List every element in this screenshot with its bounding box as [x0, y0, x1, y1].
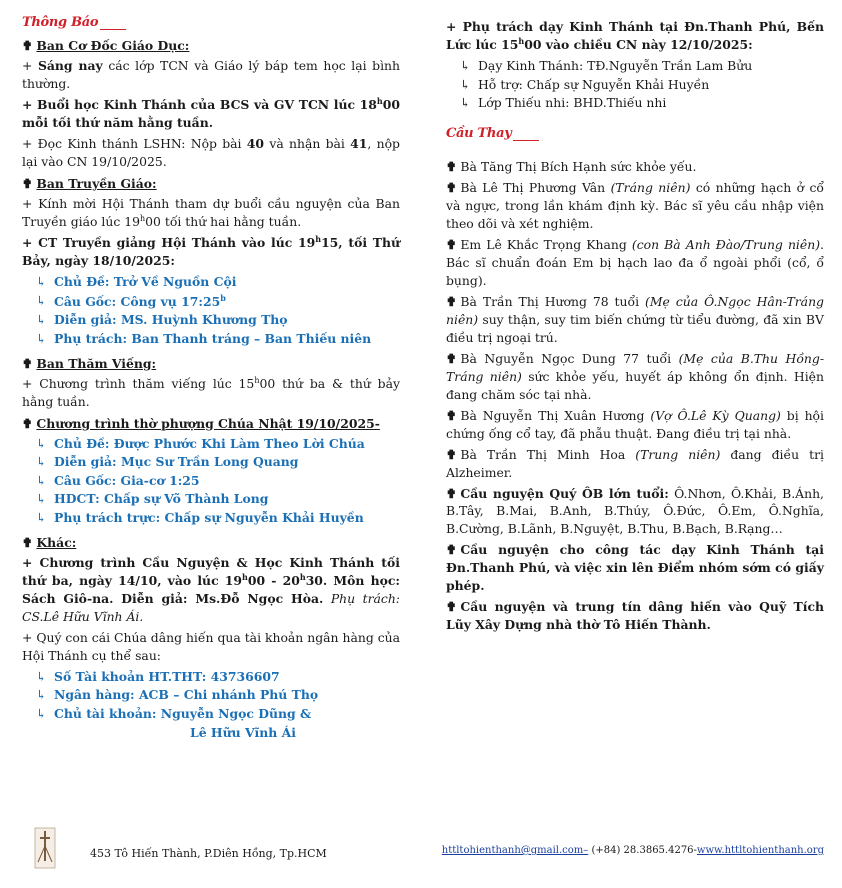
prayer-elders: ✟ Cầu nguyện Quý ÔB lớn tuổi: Ô.Nhơn, Ô.Khải, B.Ánh, B.Tây, B.Mai, B.Anh, B.Thúy, Ô.Đức, Ô.Em, Ô.Nghĩa, B.Cường, B.Lãnh, B.Nguyệt, B.Thu, B.Bạch, B.Rạng… — [446, 485, 824, 537]
evangelism-item-2: + CT Truyền giảng Hội Thánh vào lúc 19$^h$15, tối Thứ Bảy, ngày 18/10/2025: — [22, 233, 400, 269]
left-column — [22, 0, 400, 748]
prayer-tag — [446, 125, 824, 144]
section-heading-other: ✟ Khác: — [22, 534, 77, 550]
prayer-tag-label: Cầu Thay — [446, 125, 512, 141]
cross-icon: ✟ — [22, 175, 33, 191]
prayer-item: ✟ Bà Trần Thị Minh Hoa (Trung niên) đang điều trị Alzheimer. — [446, 446, 824, 480]
other-item-2: + Quý con cái Chúa dâng hiến qua tài khoản ngân hàng của Hội Thánh cụ thể sau: — [22, 629, 401, 663]
section-heading-worship: ✟ Chương trình thờ phượng Chúa Nhật 19/10/2025- — [22, 415, 380, 431]
arrow-icon: ↳ — [36, 454, 47, 470]
other-item-1: + Chương trình Cầu Nguyện & Học Kinh Thánh tối thứ ba, ngày 14/10, vào lúc 19$^h$00 - 20$^h$30. Môn học: Sách Giô-na. Diễn giả: Ms.Đỗ Ngọc Hòa. Phụ trách: CS.Lê Hữu Vĩnh Ái. — [22, 554, 400, 624]
arrow-icon: ↳ — [460, 76, 471, 92]
announcements-tag-label: Thông Báo — [22, 15, 99, 30]
footer-contact — [442, 844, 824, 859]
education-item-1: + Sáng nay các lớp TCN và Giáo lý báp tem học lại bình thường. — [22, 57, 400, 91]
evangelism-details-list — [22, 273, 400, 349]
arrow-icon: ↳ — [36, 510, 47, 526]
section-heading-evangelism: ✟ Ban Truyền Giáo: — [22, 175, 157, 191]
arrow-icon: ↳ — [36, 472, 47, 488]
list-item: ↳ Chủ tài khoản: Nguyễn Ngọc Dũng & — [22, 705, 400, 724]
prayer-item: ✟ Bà Trần Thị Hương 78 tuổi (Mẹ của Ô.Ngọc Hân-Tráng niên) suy thận, suy tim biến chứng từ tiểu đường, đã xin BV điều trị ngoại trú. — [446, 293, 824, 345]
worship-details-list — [22, 435, 400, 528]
announcements-tag — [22, 14, 400, 33]
website-link[interactable]: www.httltohienthanh.org — [696, 845, 824, 856]
prayer-item: ✟ Bà Lê Thị Phương Vân (Tráng niên) có những hạch ở cổ và ngực, trong lần khám định kỳ. Bác sĩ yêu cầu nhập viện theo dõi và xét nghiệm. — [446, 179, 824, 231]
right-column — [446, 0, 824, 637]
cross-icon: ✟ — [22, 37, 33, 53]
list-item: ↳ Câu Gốc: Công vụ 17:25$^b$ — [36, 292, 226, 309]
arrow-icon: ↳ — [36, 435, 47, 451]
prayer-giving: ✟ Cầu nguyện và trung tín dâng hiến vào Quỹ Tích Lũy Xây Dựng nhà thờ Tô Hiến Thành. — [446, 599, 824, 633]
list-item: ↳ Câu Gốc: Gia-cơ 1:25 — [22, 472, 400, 491]
arrow-icon: ↳ — [36, 491, 47, 507]
cross-icon: ✟ — [22, 415, 33, 431]
prayer-item: ✟ Bà Nguyễn Ngọc Dung 77 tuổi (Mẹ của B.Thu Hồng-Tráng niên) sức khỏe yếu, huyết áp không ổn định. Hiện đang chăm sóc tại nhà. — [446, 350, 825, 402]
church-logo-icon — [34, 826, 56, 872]
bank-details-list — [22, 668, 400, 742]
list-item: ↳ Ngân hàng: ACB – Chi nhánh Phú Thọ — [22, 686, 400, 705]
education-item-3: + Đọc Kinh thánh LSHN: Nộp bài 40 và nhận bài 41, nộp lại vào CN 19/10/2025. — [22, 135, 400, 169]
cross-icon: ✟ — [22, 355, 33, 371]
prayer-item: ✟ Bà Nguyễn Thị Xuân Hương (Vợ Ô.Lê Kỳ Quang) bị hội chứng ống cổ tay, đã phẫu thuật. Đang điều trị tại nhà. — [446, 407, 824, 441]
arrow-icon: ↳ — [36, 687, 47, 703]
arrow-icon: ↳ — [36, 292, 47, 308]
arrow-icon: ↳ — [460, 58, 471, 74]
list-item: ↳ Diễn giả: MS. Huỳnh Khương Thọ — [22, 311, 400, 330]
footer-address: 453 Tô Hiến Thành, P.Diên Hồng, Tp.HCM — [90, 847, 327, 860]
list-item: ↳ Diễn giả: Mục Sư Trần Long Quang — [22, 453, 400, 472]
prayer-item: ✟ Bà Tăng Thị Bích Hạnh sức khỏe yếu. — [446, 158, 697, 174]
arrow-icon: ↳ — [36, 274, 47, 290]
arrow-icon: ↳ — [460, 95, 471, 111]
page-footer — [0, 826, 842, 876]
arrow-icon: ↳ — [36, 668, 47, 684]
list-item: ↳ Số Tài khoản HT.THT: 43736607 — [22, 668, 400, 687]
visitation-item-1: + Chương trình thăm viếng lúc 15$^h$00 thứ ba & thứ bảy hằng tuần. — [22, 375, 401, 409]
prayer-teaching: ✟ Cầu nguyện cho công tác dạy Kinh Thánh tại Đn.Thanh Phú, và việc xin lên Điểm nhóm sớm có giấy phép. — [446, 542, 824, 594]
section-heading-visitation: ✟ Ban Thăm Viếng: — [22, 355, 157, 371]
prayer-list — [446, 158, 824, 482]
section-heading-education: ✟ Ban Cơ Đốc Giáo Dục: — [22, 37, 190, 53]
list-item: ↳ Phụ trách: Ban Thanh tráng – Ban Thiếu niên — [22, 330, 400, 349]
list-item: Lê Hữu Vĩnh Ái — [190, 724, 296, 740]
phone-number: (+84) 28.3865.4276- — [588, 845, 697, 856]
teaching-announcement: + Phụ trách dạy Kinh Thánh tại Đn.Thanh Phú, Bến Lức lúc 15$^h$00 vào chiều CN này 12/10/2025: — [446, 19, 824, 53]
list-item: ↳ Lớp Thiếu nhi: BHD.Thiếu nhi — [446, 94, 824, 113]
email-link[interactable]: httltohienthanh@gmail.com– — [441, 845, 589, 856]
list-item: ↳ HDCT: Chấp sự Võ Thành Long — [22, 490, 400, 509]
list-item: ↳ Chủ Đề: Được Phước Khi Làm Theo Lời Chúa — [22, 435, 400, 454]
teaching-details-list — [446, 57, 824, 113]
prayer-item: ✟ Em Lê Khắc Trọng Khang (con Bà Anh Đào/Trung niên). Bác sĩ chuẩn đoán Em bị hạch lao đa ổ ngoài phổi (cổ, ổ bụng). — [446, 236, 824, 288]
list-item: ↳ Hỗ trợ: Chấp sự Nguyễn Khải Huyền — [446, 76, 824, 95]
arrow-icon: ↳ — [36, 705, 47, 721]
arrow-icon: ↳ — [36, 330, 47, 346]
list-item: ↳ Phụ trách trực: Chấp sự Nguyễn Khải Huyền — [22, 509, 400, 528]
list-item: ↳ Dạy Kinh Thánh: TĐ.Nguyễn Trần Lam Bửu — [446, 57, 824, 76]
education-item-2: + Buổi học Kinh Thánh của BCS và GV TCN lúc 18$^h$00 mỗi tối thứ năm hằng tuần. — [22, 95, 400, 130]
arrow-icon: ↳ — [36, 312, 47, 328]
cross-icon: ✟ — [22, 534, 33, 550]
evangelism-item-1: + Kính mời Hội Thánh tham dự buổi cầu nguyện của Ban Truyền giáo lúc 19$^h$00 tối thứ hai hằng tuần. — [22, 195, 400, 229]
list-item: ↳ Chủ Đề: Trở Về Nguồn Cội — [22, 273, 400, 292]
